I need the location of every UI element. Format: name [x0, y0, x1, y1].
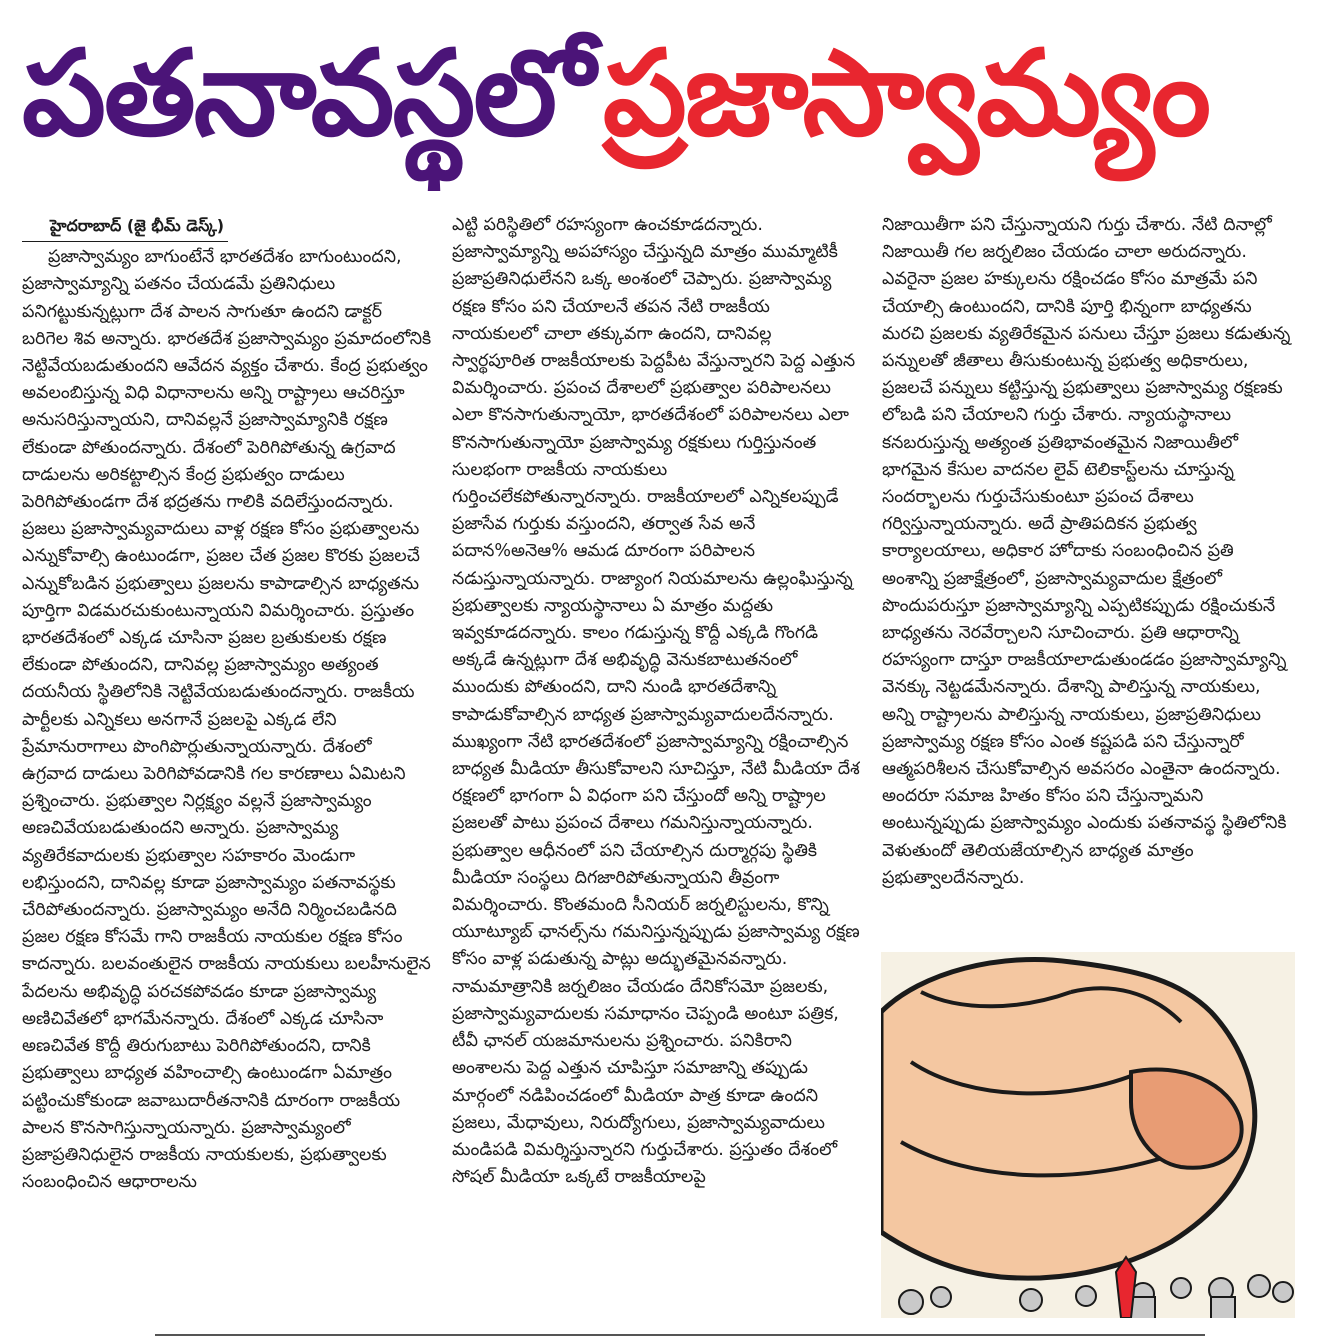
column-2-text: ఎట్టి పరిస్థితిలో రహస్యంగా ఉంచకూడదన్నారు. ప్రజాస్వామ్యాన్ని అపహాస్యం చేస్తున్నది మాత్రం ముమ్మాటికీ ప్రజాప్రతినిధులేనని ఒక్క అంశంలో చెప్పారు. ప్రజాస్వామ్య రక్షణ కోసం పని చేయాలనే తపన నేటి రాజకీయ నాయకులలో చాలా తక్కువగా ఉందని, దానివల్ల స్వార్థపూరిత రాజకీయాలకు పెద్దపీట వేస్తున్నారని పెద్ద ఎత్తున విమర్శించారు. ప్రపంచ దేశాలలో ప్రభుత్వాల పరిపాలనలు ఎలా కొనసాగుతున్నాయో, భారతదేశంలో పరిపాలనలు ఎలా కొనసాగుతున్నాయో ప్రజాస్వామ్య రక్షకులు గుర్తిస్తునంత సులభంగా రాజకీయ నాయకులు గుర్తించలేకపోతున్నారన్నారు. రాజకీయాలలో ఎన్నికలప్పుడే ప్రజాసేవ గుర్తుకు వస్తుందని, తర్వాత సేవ అనే పదాన%అనెఆ% ఆమడ దూరంగా పరిపాలన నడుస్తున్నాయన్నారు. రాజ్యాంగ నియమాలను ఉల్లంఘిస్తున్న ప్రభుత్వాలకు న్యాయస్థానాలు ఏ మాత్రం మద్దతు ఇవ్వకూడదన్నారు. కాలం గడుస్తున్న కొద్దీ ఎక్కడి గొంగడి అక్కడే ఉన్నట్లుగా దేశ అభివృద్ధి వెనుకబాటుతనంలో ముందుకు పోతుందని, దాని నుండి భారతదేశాన్ని కాపాడుకోవాల్సిన బాధ్యత ప్రజాస్వామ్యవాదులదేనన్నారు. ముఖ్యంగా నేటి భారతదేశంలో ప్రజాస్వామ్యాన్ని రక్షించాల్సిన బాధ్యత మీడియా తీసుకోవాలని సూచిస్తూ, నేటి మీడియా దేశ రక్షణలో భాగంగా ఏ విధంగా పని చేస్తుందో అన్ని రాష్ట్రాల ప్రజలతో పాటు ప్రపంచ దేశాలు గమనిస్తున్నాయన్నారు. ప్రభుత్వాల ఆధీనంలో పని చేయాల్సిన దుర్మార్గపు స్థితికి మీడియా సంస్థలు దిగజారిపోతున్నాయని తీవ్రంగా విమర్శించారు. కొంతమంది సీనియర్ జర్నలిస్టులను, కొన్ని యూట్యూబ్ ఛానల్స్‌ను గమనిస్తున్నప్పుడు ప్రజాస్వామ్య రక్షణ కోసం వాళ్ల పడుతున్న పాట్లు అద్భుతమైనవన్నారు. నామమాత్రానికి జర్నలిజం చేయడం దేనికోసమో ప్రజలకు, ప్రజాస్వామ్యవాదులకు సమాధానం చెప్పండి అంటూ పత్రిక, టీవీ ఛానల్ యజమానులను ప్రశ్నించారు. పనికిరాని అంశాలను పెద్ద ఎత్తున చూపిస్తూ సమాజాన్ని తప్పుడు మార్గంలో నడిపించడంలో మీడియా పాత్ర కూడా ఉందని ప్రజలు, మేధావులు, నిరుద్యోగులు, ప్రజాస్వామ్యవాదులు మండిపడి విమర్శిస్తున్నారని గుర్తుచేశారు. ప్రస్తుతం దేశంలో సోషల్ మీడియా ఒక్కటే రాజకీయాలపై	[452, 215, 860, 1188]
cartoon-image	[881, 952, 1295, 1318]
column-1-text: ప్రజాస్వామ్యం బాగుంటేనే భారతదేశం బాగుంటుందని, ప్రజాస్వామ్యాన్ని పతనం చేయడమే ప్రతినిధులు పనిగట్టుకున్నట్లుగా దేశ పాలన సాగుతూ ఉందని డాక్టర్ బరిగెల శివ అన్నారు. భారతదేశ ప్రజాస్వామ్యం ప్రమాదంలోనికి నెట్టివేయబడుతుందని ఆవేదన వ్యక్తం చేశారు. కేంద్ర ప్రభుత్వం అవలంబిస్తున్న విధి విధానాలను అన్ని రాష్ట్రాలు ఆచరిస్తూ అనుసరిస్తున్నాయని, దానివల్లనే ప్రజాస్వామ్యానికి రక్షణ లేకుండా పోతుందన్నారు. దేశంలో పెరిగిపోతున్న ఉగ్రవాద దాడులను అరికట్టాల్సిన కేంద్ర ప్రభుత్వం దాడులు పెరిగిపోతుండగా దేశ భద్రతను గాలికి వదిలేస్తుందన్నారు. ప్రజలు ప్రజాస్వామ్యవాదులు వాళ్ల రక్షణ కోసం ప్రభుత్వాలను ఎన్నుకోవాల్సి ఉంటుండగా, ప్రజల చేత ప్రజల కొరకు ప్రజలచే ఎన్నుకోబడిన ప్రభుత్వాలు ప్రజలను కాపాడాల్సిన బాధ్యతను పూర్తిగా విడమరచుకుంటున్నాయని విమర్శించారు. ప్రస్తుతం భారతదేశంలో ఎక్కడ చూసినా ప్రజల బ్రతుకులకు రక్షణ లేకుండా పోతుందని, దానివల్ల ప్రజాస్వామ్యం అత్యంత దయనీయ స్థితిలోనికి నెట్టివేయబడుతుందన్నారు. రాజకీయ పార్టీలకు ఎన్నికలు అనగానే ప్రజలపై ఎక్కడ లేని ప్రేమానురాగాలు పొంగిపొర్లుతున్నాయన్నారు. దేశంలో ఉగ్రవాద దాడులు పెరిగిపోవడానికి గల కారణాలు ఏమిటని ప్రశ్నించారు. ప్రభుత్వాల నిర్లక్ష్యం వల్లనే ప్రజాస్వామ్యం అణచివేయబడుతుందని అన్నారు. ప్రజాస్వామ్య వ్యతిరేకవాదులకు ప్రభుత్వాల సహకారం మెండుగా లభిస్తుందని, దానివల్ల కూడా ప్రజాస్వామ్యం పతనావస్థకు చేరిపోతుందన్నారు. ప్రజాస్వామ్యం అనేది నిర్మించబడినది ప్రజల రక్షణ కోసమే గాని రాజకీయ నాయకుల రక్షణ కోసం కాదన్నారు. బలవంతులైన రాజకీయ నాయకులు బలహీనులైన పేదలను అభివృద్ధి పరచకపోవడం కూడా ప్రజాస్వామ్య అణిచివేతలో భాగమేనన్నారు. దేశంలో ఎక్కడ చూసినా అణచివేత కొద్దీ తిరుగుబాటు పెరిగిపోతుందని, దానికి ప్రభుత్వాలు బాధ్యత వహించాల్సి ఉంటుండగా ఏమాత్రం పట్టించుకోకుండా జవాబుదారీతనానికి దూరంగా రాజకీయ పాలన కొనసాగిస్తున్నాయన్నారు. ప్రజాస్వామ్యంలో ప్రజాప్రతినిధులైన రాజకీయ నాయకులకు, ప్రభుత్వాలకు సంబంధించిన ఆధారాలను	[22, 247, 432, 1193]
dateline: హైదరాబాద్ (జై భీమ్ డెస్క్)	[22, 212, 228, 242]
article-column-2	[452, 212, 860, 1322]
crowd	[899, 1275, 1293, 1318]
headline-part-1: పతనావస్థలో	[22, 24, 593, 162]
red-figure	[1116, 1257, 1136, 1318]
column-3-text: నిజాయితీగా పని చేస్తున్నాయని గుర్తు చేశారు. నేటి దినాల్లో నిజాయితీ గల జర్నలిజం చేయడం చాలా అరుదన్నారు. ఎవరైనా ప్రజల హక్కులను రక్షించడం కోసం మాత్రమే పని చేయాల్సి ఉంటుందని, దానికి పూర్తి భిన్నంగా బాధ్యతను మరచి ప్రజలకు వ్యతిరేకమైన పనులు చేస్తూ ప్రజలు కడుతున్న పన్నులతో జీతాలు తీసుకుంటున్న ప్రభుత్వ అధికారులు, ప్రజలచే పన్నులు కట్టిస్తున్న ప్రభుత్వాలు ప్రజాస్వామ్య రక్షణకు లోబడి పని చేయాలని గుర్తు చేశారు. న్యాయస్థానాలు కనబరుస్తున్న అత్యంత ప్రతిభావంతమైన నిజాయితీలో భాగమైన కేసుల వాదనల లైవ్ టెలికాస్ట్‌లను చూస్తున్న సందర్భాలను గుర్తుచేసుకుంటూ ప్రపంచ దేశాలు గర్విస్తున్నాయన్నారు. అదే ప్రాతిపదికన ప్రభుత్వ కార్యాలయాలు, అధికార హోదాకు సంబంధించిన ప్రతి అంశాన్ని ప్రజాక్షేత్రంలో, ప్రజాస్వామ్యవాదుల క్షేత్రంలో పొందుపరుస్తూ ప్రజాస్వామ్యాన్ని ఎప్పటికప్పుడు రక్షించుకునే బాధ్యతను నెరవేర్చాలని సూచించారు. ప్రతి ఆధారాన్ని రహస్యంగా దాస్తూ రాజకీయాలాడుతుండడం ప్రజాస్వామ్యాన్ని వెనక్కు నెట్టడమేనన్నారు. దేశాన్ని పాలిస్తున్న నాయకులు, అన్ని రాష్ట్రాలను పాలిస్తున్న నాయకులు, ప్రజాప్రతినిధులు ప్రజాస్వామ్య రక్షణ కోసం ఎంత కష్టపడి పని చేస్తున్నారో ఆత్మపరిశీలన చేసుకోవాల్సిన అవసరం ఎంతైనా ఉందన్నారు. అందరూ సమాజ హితం కోసం పని చేస్తున్నామని అంటున్నప్పుడు ప్రజాస్వామ్యం ఎందుకు పతనావస్థ స్థితిలోనికి వెళుతుందో తెలియజేయాల్సిన బాధ్యత మాత్రం ప్రభుత్వాలదేనన్నారు.	[882, 215, 1291, 888]
headline	[22, 18, 1317, 203]
bottom-rule	[155, 1334, 1205, 1336]
headline-part-2: ప్రజాస్వామ్యం	[602, 24, 1210, 162]
article-column-1	[22, 212, 432, 1322]
fist-crushing-crowd-cartoon-icon	[881, 952, 1295, 1318]
